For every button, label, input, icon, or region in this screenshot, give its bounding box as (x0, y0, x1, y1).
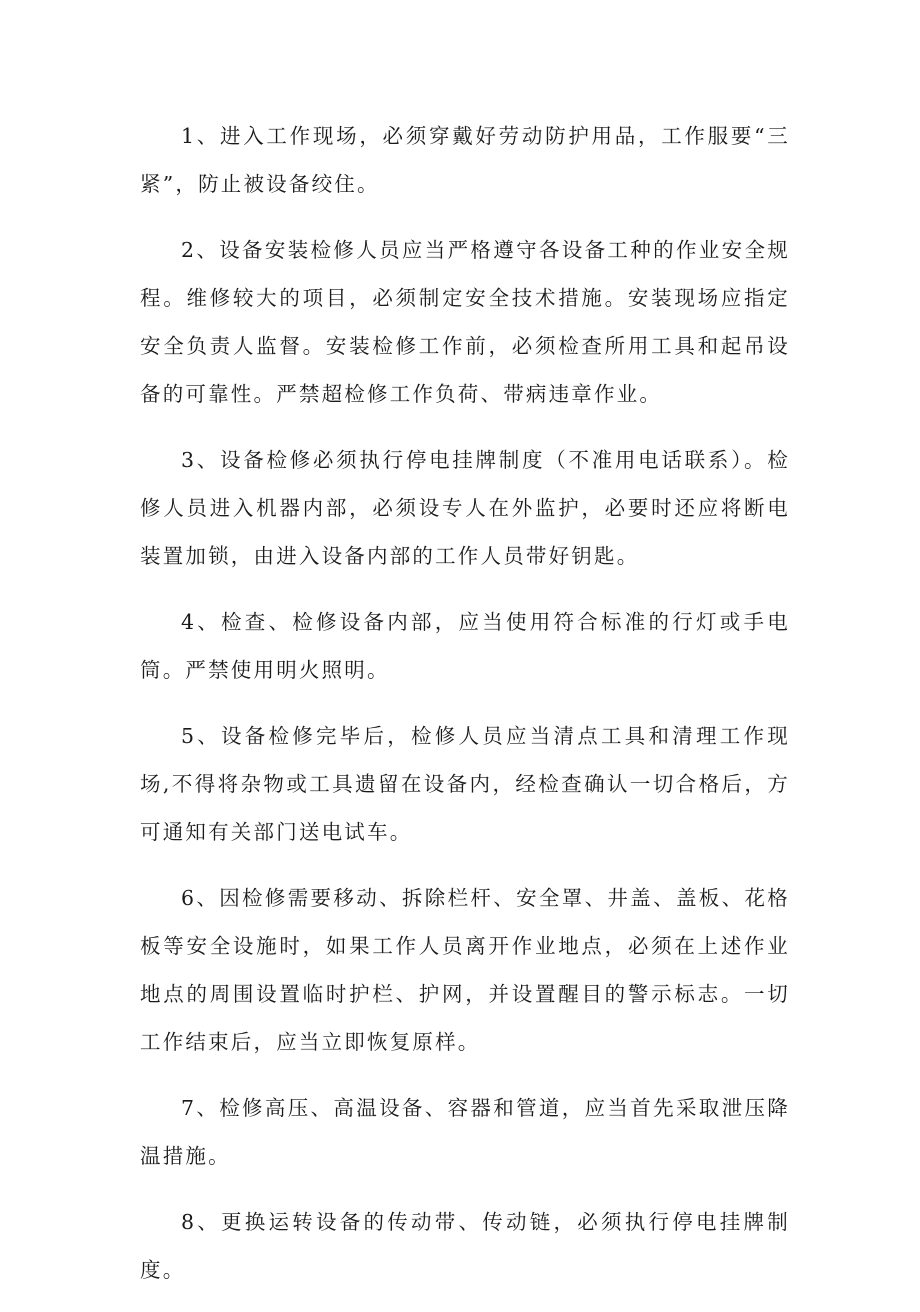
rule-paragraph-8: 8、更换运转设备的传动带、传动链，必须执行停电挂牌制度。 (140, 1210, 790, 1282)
document-body (140, 112, 790, 1312)
rule-paragraph-4: 4、检查、检修设备内部，应当使用符合标准的行灯或手电筒。严禁使用明火照明。 (140, 610, 790, 682)
rule-paragraph-3: 3、设备检修必须执行停电挂牌制度（不准用电话联系）。检修人员进入机器内部，必须设专人在外监护，必要时还应将断电装置加锁，由进入设备内部的工作人员带好钥匙。 (140, 448, 790, 568)
rule-paragraph-2: 2、设备安装检修人员应当严格遵守各设备工种的作业安全规程。维修较大的项目，必须制定安全技术措施。安装现场应指定安全负责人监督。安装检修工作前，必须检查所用工具和起吊设备的可靠性。严禁超检修工作负荷、带病违章作业。 (140, 238, 790, 406)
rule-paragraph-1: 1、进入工作现场，必须穿戴好劳动防护用品，工作服要“三紧”，防止被设备绞住。 (140, 124, 790, 196)
rule-paragraph-6: 6、因检修需要移动、拆除栏杆、安全罩、井盖、盖板、花格板等安全设施时，如果工作人员离开作业地点，必须在上述作业地点的周围设置临时护栏、护网，并设置醒目的警示标志。一切工作结束后，应当立即恢复原样。 (140, 886, 790, 1054)
rule-paragraph-7: 7、检修高压、高温设备、容器和管道，应当首先采取泄压降温措施。 (140, 1096, 790, 1168)
rule-paragraph-5: 5、设备检修完毕后，检修人员应当清点工具和清理工作现场,不得将杂物或工具遗留在设备内，经检查确认一切合格后，方可通知有关部门送电试车。 (140, 724, 790, 844)
